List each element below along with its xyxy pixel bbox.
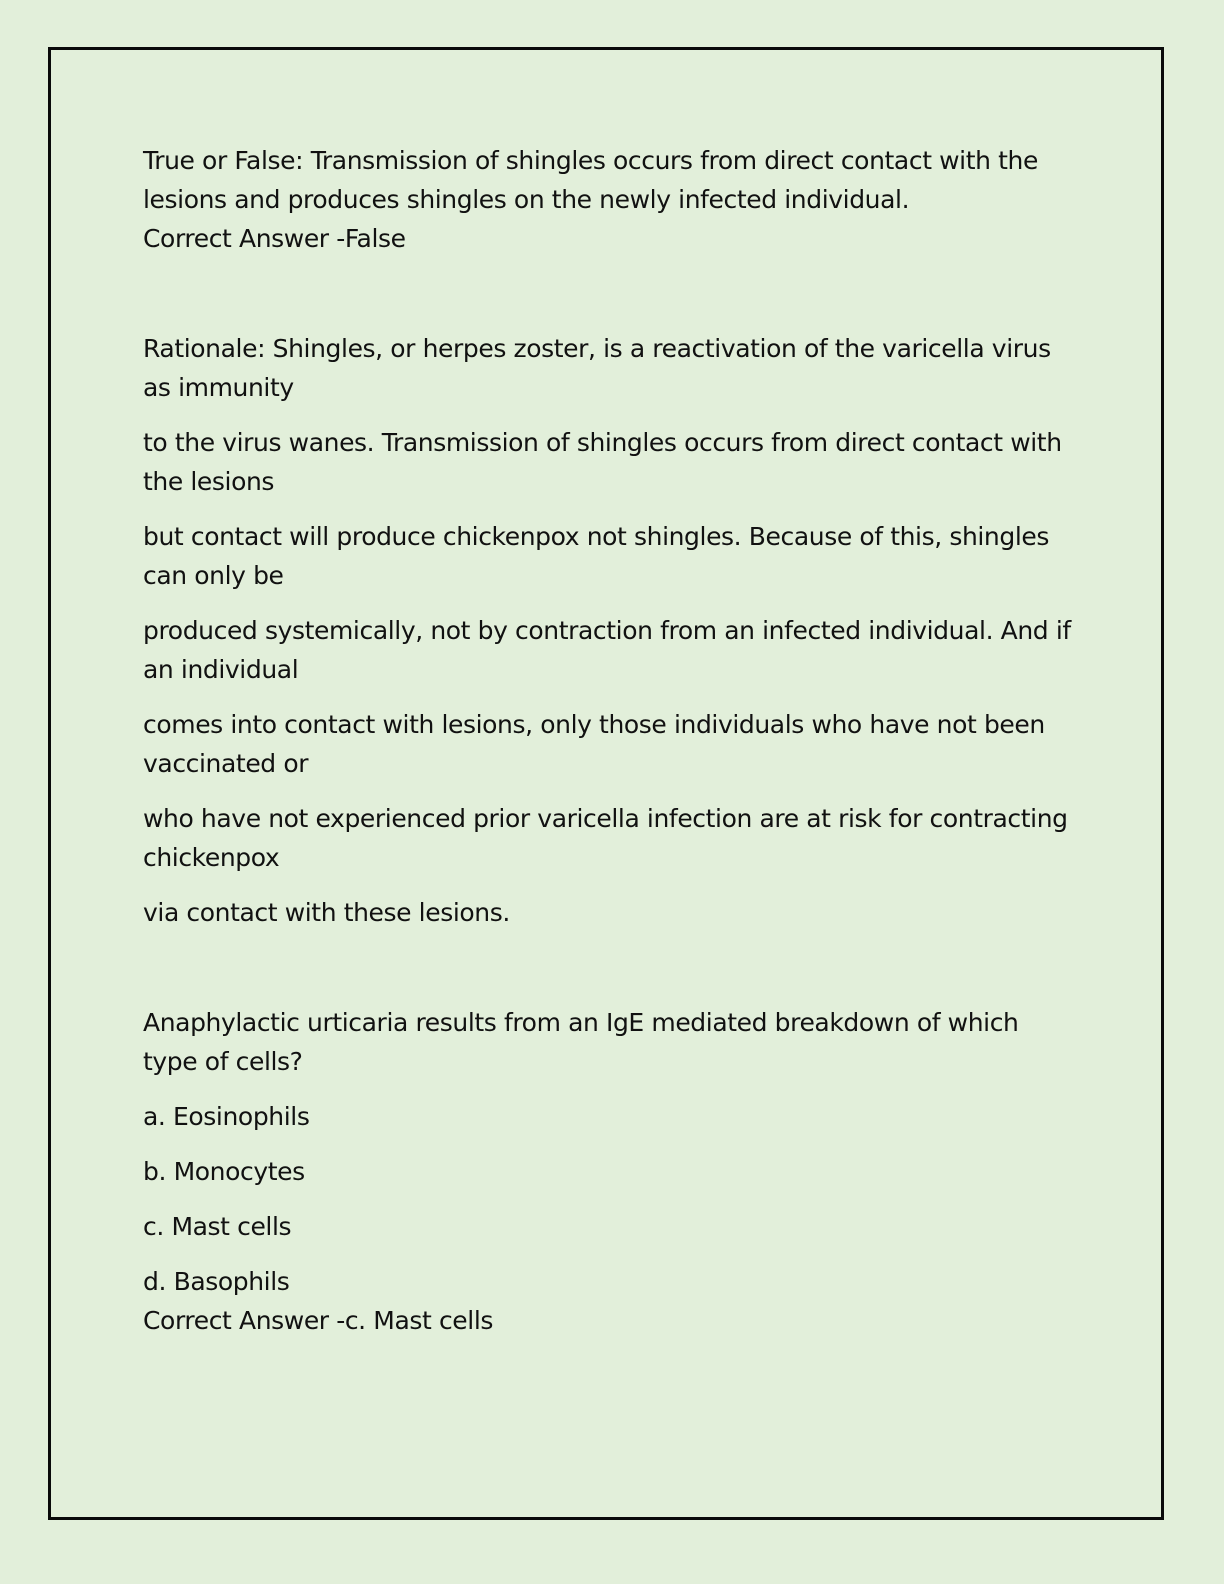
question-1-answer: Correct Answer -False bbox=[143, 224, 406, 253]
question-2-answer: Correct Answer -c. Mast cells bbox=[143, 1306, 493, 1335]
rationale-paragraph bbox=[143, 705, 1093, 783]
rationale-paragraph bbox=[143, 517, 1093, 595]
rationale bbox=[143, 329, 1093, 932]
rationale-line: Rationale: Shingles, or herpes zoster, is a reactivation of the varicella virus bbox=[143, 334, 1051, 363]
option-d: d. Basophils bbox=[143, 1267, 290, 1296]
rationale-paragraph bbox=[143, 329, 1093, 407]
option-c: c. Mast cells bbox=[143, 1212, 292, 1241]
rationale-line: via contact with these lesions. bbox=[143, 898, 510, 927]
rationale-line: vaccinated or bbox=[143, 749, 309, 778]
rationale-line: can only be bbox=[143, 561, 284, 590]
rationale-line: the lesions bbox=[143, 467, 275, 496]
question-2 bbox=[143, 1003, 1093, 1340]
question-2-line-2: type of cells? bbox=[143, 1047, 303, 1076]
question-1-line-1: True or False: Transmission of shingles occurs from direct contact with the bbox=[143, 146, 1038, 175]
question-1 bbox=[143, 141, 1093, 258]
rationale-line: comes into contact with lesions, only those individuals who have not been bbox=[143, 710, 1045, 739]
rationale-line: an individual bbox=[143, 655, 299, 684]
question-2-line-1: Anaphylactic urticaria results from an IgE mediated breakdown of which bbox=[143, 1008, 1019, 1037]
rationale-paragraph bbox=[143, 799, 1093, 877]
document-body bbox=[143, 141, 1093, 1340]
rationale-line: chickenpox bbox=[143, 843, 280, 872]
rationale-paragraph bbox=[143, 423, 1093, 501]
option-b: b. Monocytes bbox=[143, 1157, 305, 1186]
rationale-line: who have not experienced prior varicella infection are at risk for contracting bbox=[143, 804, 1068, 833]
option-a: a. Eosinophils bbox=[143, 1102, 310, 1131]
rationale-line: as immunity bbox=[143, 373, 294, 402]
rationale-paragraph bbox=[143, 611, 1093, 689]
rationale-line: to the virus wanes. Transmission of shingles occurs from direct contact with bbox=[143, 428, 1062, 457]
rationale-paragraph bbox=[143, 893, 1093, 932]
rationale-line: produced systemically, not by contraction from an infected individual. And if bbox=[143, 616, 1071, 645]
question-1-line-2: lesions and produces shingles on the newly infected individual. bbox=[143, 185, 910, 214]
rationale-line: but contact will produce chickenpox not shingles. Because of this, shingles bbox=[143, 522, 1049, 551]
